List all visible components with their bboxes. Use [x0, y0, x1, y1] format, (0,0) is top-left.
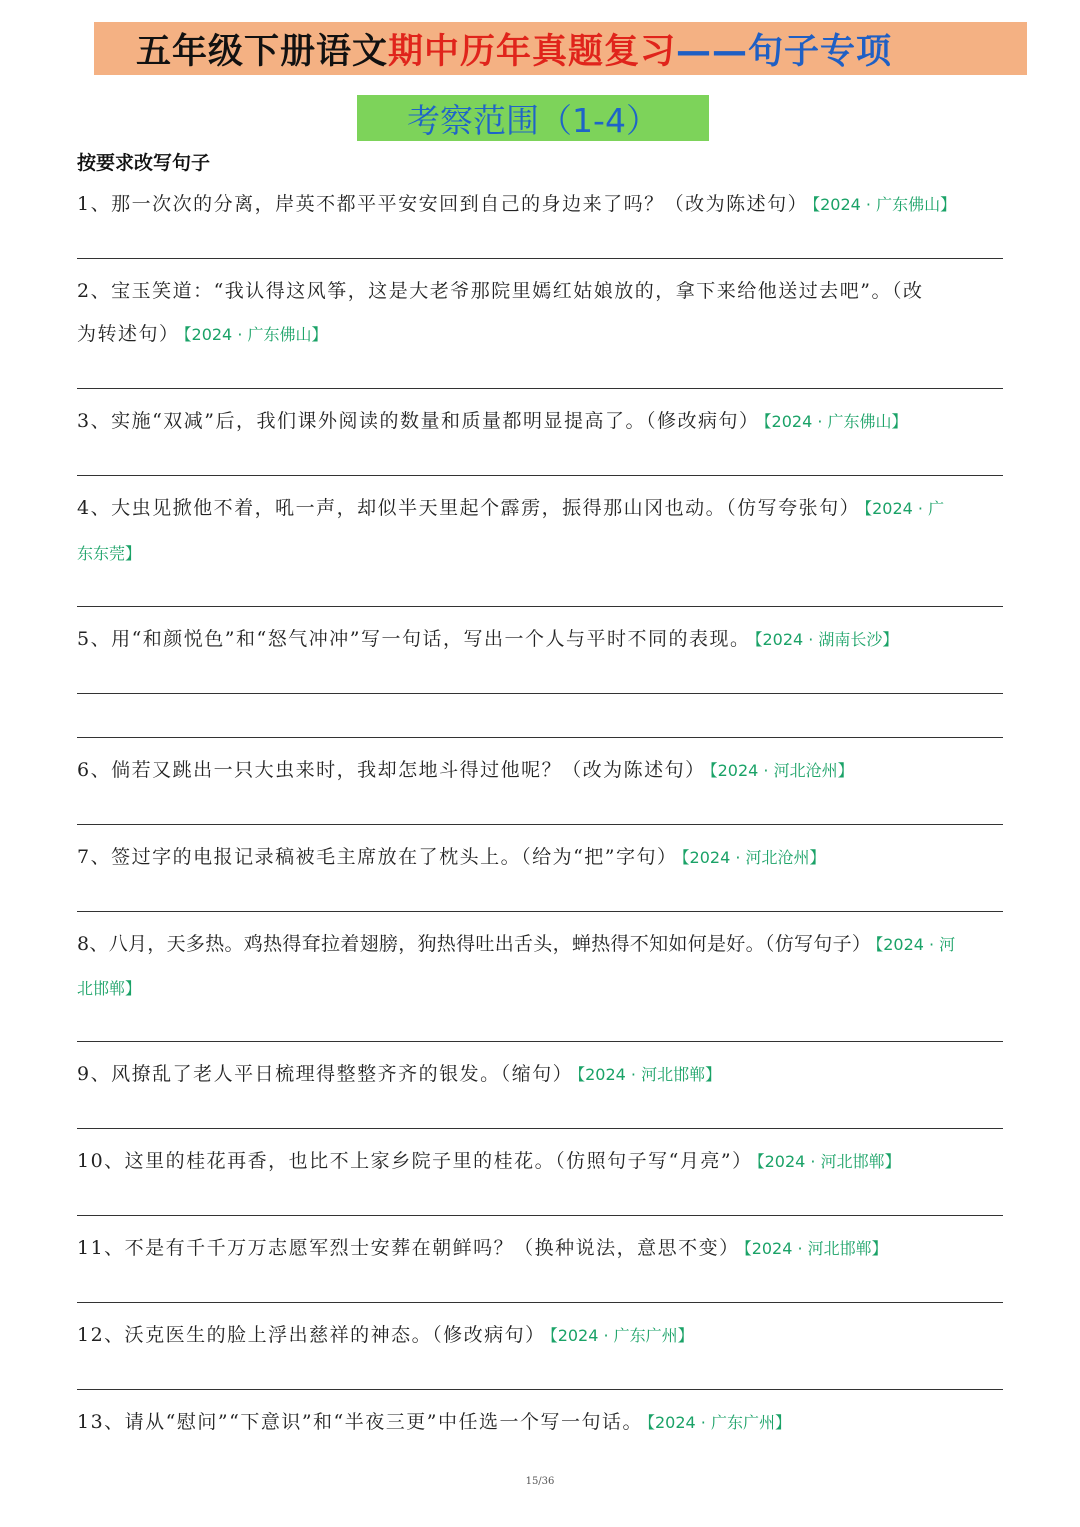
question-source-cont: 东东莞】: [77, 544, 142, 563]
question-text: 5、用“和颜悦色”和“怒气冲冲”写一句话，写出一个人与平时不同的表现。: [77, 628, 751, 650]
question-6: [77, 749, 1003, 792]
answer-line[interactable]: [77, 1128, 1003, 1129]
question-text-cont: 为转述句）: [77, 323, 180, 345]
section-title: 按要求改写句子: [77, 152, 211, 174]
question-text: 1、那一次次的分离，岸英不都平平安安回到自己的身边来了吗？（改为陈述句）: [77, 193, 809, 215]
answer-line[interactable]: [77, 1389, 1003, 1390]
answer-line[interactable]: [77, 737, 1003, 738]
question-source: 【2024 · 广东佛山】: [763, 412, 908, 431]
answer-line[interactable]: [77, 475, 1003, 476]
answer-line[interactable]: [77, 258, 1003, 259]
question-2: [77, 270, 1003, 313]
answer-line[interactable]: [77, 693, 1003, 694]
question-source: 【2024 · 湖南长沙】: [754, 630, 899, 649]
answer-line[interactable]: [77, 1041, 1003, 1042]
answer-line[interactable]: [77, 824, 1003, 825]
question-13: [77, 1401, 1003, 1444]
question-4: [77, 487, 1003, 530]
question-source: 【2024 · 河北邯郸】: [756, 1152, 901, 1171]
question-text: 11、不是有千千万万志愿军烈士安葬在朝鲜吗？（换种说法，意思不变）: [77, 1237, 740, 1259]
question-source: 【2024 · 河北沧州】: [681, 848, 826, 867]
question-text: 2、宝玉笑道：“我认得这风筝，这是大老爷那院里嫣红姑娘放的，拿下来给他送过去吧”。（改: [77, 280, 924, 302]
scope-badge: 考察范围（1-4）: [357, 95, 709, 141]
question-source: 【2024 · 广东佛山】: [183, 325, 328, 344]
answer-line[interactable]: [77, 1302, 1003, 1303]
answer-line[interactable]: [77, 606, 1003, 607]
question-source: 【2024 · 河: [875, 935, 956, 954]
question-text: 12、沃克医生的脸上浮出慈祥的神态。（修改病句）: [77, 1324, 546, 1346]
question-text: 8、八月，天多热。鸡热得耷拉着翅膀，狗热得吐出舌头，蝉热得不知如何是好。（仿写句子）: [77, 933, 872, 955]
title-topic: ——句子专项: [676, 31, 893, 72]
question-source: 【2024 · 河北邯郸】: [577, 1065, 722, 1084]
question-2-continued: [77, 313, 328, 356]
title-banner: [94, 22, 1027, 75]
question-source: 【2024 · 广东佛山】: [812, 195, 957, 214]
answer-line[interactable]: [77, 1215, 1003, 1216]
question-1: [77, 183, 1003, 226]
question-text: 4、大虫见掀他不着，吼一声，却似半天里起个霹雳，振得那山冈也动。（仿写夸张句）: [77, 497, 861, 519]
question-12: [77, 1314, 1003, 1357]
question-text: 13、请从“慰问”“下意识”和“半夜三更”中任选一个写一句话。: [77, 1411, 643, 1433]
title-grade: 五年级下册语文: [136, 31, 389, 72]
title-review: 期中历年真题复习: [388, 31, 677, 72]
question-8: [77, 923, 1003, 966]
question-source: 【2024 · 广东广州】: [549, 1326, 694, 1345]
question-text: 10、这里的桂花再香，也比不上家乡院子里的桂花。（仿照句子写“月亮”）: [77, 1150, 753, 1172]
page-number: 15/36: [525, 1476, 555, 1487]
question-source: 【2024 · 河北邯郸】: [743, 1239, 888, 1258]
question-9: [77, 1053, 1003, 1096]
answer-line[interactable]: [77, 911, 1003, 912]
question-10: [77, 1140, 1003, 1183]
question-text: 7、签过字的电报记录稿被毛主席放在了枕头上。（给为“把”字句）: [77, 846, 678, 868]
question-7: [77, 836, 1003, 879]
question-source: 【2024 · 河北沧州】: [709, 761, 854, 780]
question-text: 9、风撩乱了老人平日梳理得整整齐齐的银发。（缩句）: [77, 1063, 574, 1085]
question-11: [77, 1227, 1003, 1270]
page-title: [136, 24, 892, 74]
question-3: [77, 400, 1003, 443]
question-text: 6、倘若又跳出一只大虫来时，我却怎地斗得过他呢？（改为陈述句）: [77, 759, 706, 781]
question-5: [77, 618, 1003, 661]
answer-line[interactable]: [77, 388, 1003, 389]
question-source: 【2024 · 广: [864, 499, 945, 518]
question-text: 3、实施“双减”后，我们课外阅读的数量和质量都明显提高了。（修改病句）: [77, 410, 760, 432]
question-source: 【2024 · 广东广州】: [646, 1413, 791, 1432]
question-source-cont: 北邯郸】: [77, 979, 142, 998]
